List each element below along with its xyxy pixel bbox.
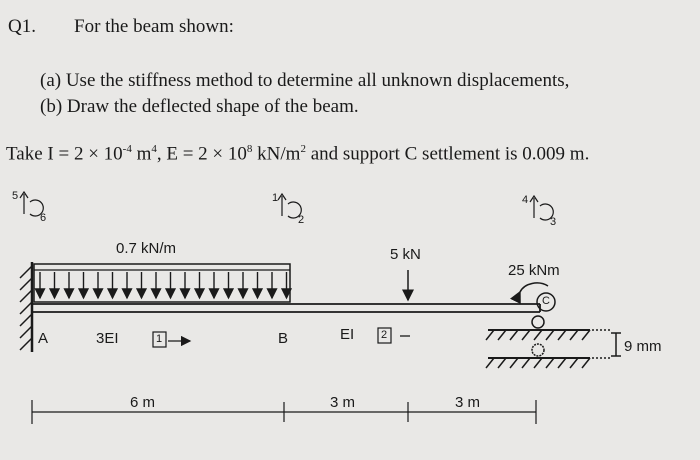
given-E-exp: 8 <box>246 143 253 155</box>
dof-4-label: 4 <box>522 194 529 206</box>
question-intro: For the beam shown: <box>74 16 234 37</box>
given-I-unit-exp: 4 <box>151 143 157 155</box>
given-I-exp: -4 <box>122 143 132 155</box>
dimension-3m-b: 3 m <box>455 394 481 411</box>
dimension-3m-a: 3 m <box>330 394 356 411</box>
element-2-number: 2 <box>381 329 388 341</box>
udl-load <box>34 264 290 302</box>
dof-symbols <box>20 192 553 220</box>
dof-3-label: 3 <box>550 216 557 228</box>
question-part-a: (a) Use the stiffness method to determine all unknown displacements, <box>40 70 570 91</box>
udl-label: 0.7 kN/m <box>116 240 177 257</box>
given-E-unit: kN/m <box>252 143 301 165</box>
question-part-b: (b) Draw the deflected shape of the beam. <box>40 96 359 117</box>
beam <box>32 304 540 312</box>
segment-2-stiffness: EI <box>340 326 355 343</box>
dof-5-label: 5 <box>12 190 19 202</box>
udl-arrows <box>40 272 287 298</box>
dof-6-label: 6 <box>40 212 47 224</box>
given-I-label: Take I = 2 × 10 <box>6 143 123 165</box>
given-rest: and support C settlement is 0.009 m. <box>305 143 590 165</box>
given-I-unit: m <box>131 143 152 165</box>
given-E-unit-exp: 2 <box>300 143 306 155</box>
question-number: Q1. <box>8 16 36 37</box>
fixed-support-A <box>20 262 32 352</box>
element-1-number: 1 <box>156 333 163 345</box>
settlement-label: 9 mm <box>624 338 662 355</box>
dof-2-label: 2 <box>298 214 305 226</box>
dof-1-label: 1 <box>272 192 279 204</box>
moment-circle-label: C <box>542 295 550 307</box>
node-B-label: B <box>278 330 289 347</box>
segment-1-stiffness: 3EI <box>96 330 119 347</box>
node-A-label: A <box>38 330 49 347</box>
point-load-label: 5 kN <box>390 246 421 263</box>
dimension-6m: 6 m <box>130 394 156 411</box>
given-E-label: , E = 2 × 10 <box>156 143 247 165</box>
roller-support-C <box>486 316 621 368</box>
moment-label: 25 kNm <box>508 262 560 279</box>
